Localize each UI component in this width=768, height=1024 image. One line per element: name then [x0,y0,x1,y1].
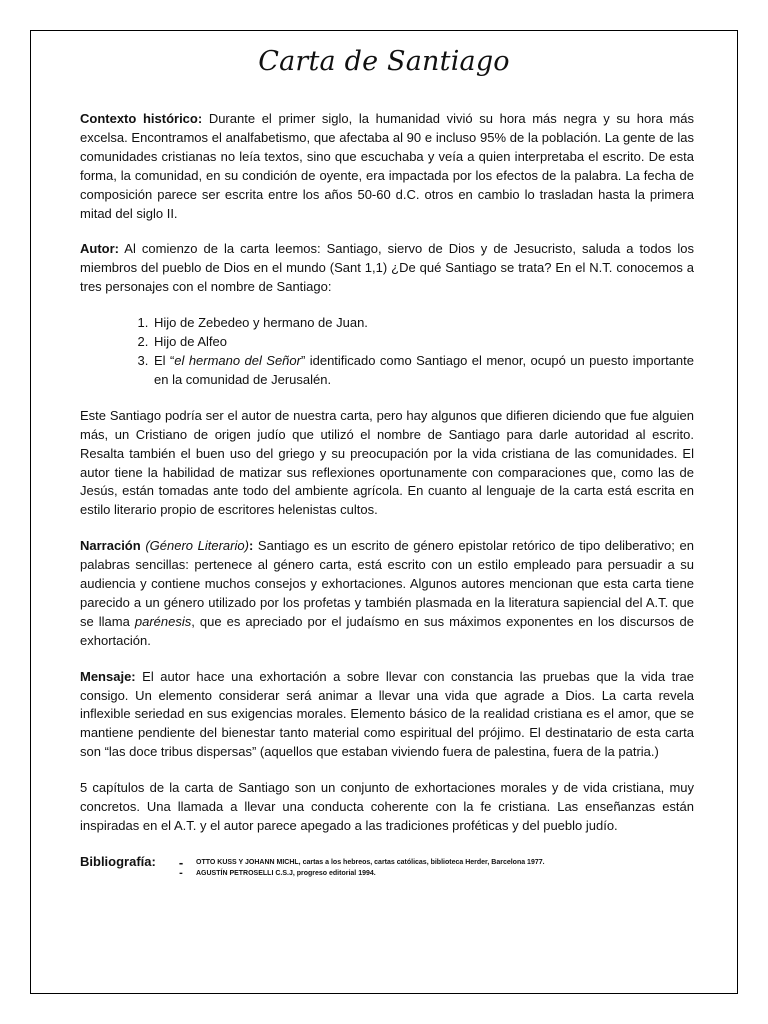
narracion-text-end: , que es apreciado por el judaísmo en sus máximos exponentes en los discursos de exhortación. [80,613,694,648]
list-item [152,333,694,352]
narracion-text: Santiago es un escrito de género epistolar retórico de tipo deliberativo; en palabras sencillas: pertenece al género carta, está escrito con un estilo empleado para persuadir a su audiencia y contiene muchos consejos y exhortaciones. Algunos autores mencionan que esta carta tiene parecido a un género utilizado por los profetas y también plasmada en la literatura sapiencial del A.T. que se llama [80,538,694,629]
autor-label: Autor: [80,241,119,257]
narracion-colon: : [248,538,254,554]
bibliografia-entry-text: OTTO KUSS Y JOHANN MICHL, cartas a los hebreos, cartas católicas, biblioteca Herder, Barcelona 1977. [196,858,545,866]
list-item-text: El “ [154,352,175,368]
parenesis-word: parénesis [134,613,192,629]
bibliografia-label: Bibliografía: [80,853,156,869]
narracion-paragraph [80,537,694,650]
list-item [152,314,694,333]
capitulos-paragraph: 5 capítulos de la carta de Santiago son un conjunto de exhortaciones morales y de vida cristiana, muy concretos. Una llamada a llevar una conducta coherente con la fe cristiana. Las enseñanzas están inspiradas en el A.T. y el autor parece apegado a las tradiciones proféticas y del pueblo judío. [80,780,694,833]
mensaje-label: Mensaje: [80,668,136,684]
list-item [152,352,694,390]
bibliografia-section [80,853,694,879]
narracion-label: Narración [80,538,141,554]
mensaje-paragraph [80,668,694,763]
bibliografia-entry-text: AGUSTÍN PETROSELLI C.S.J, progreso editorial 1994. [196,869,376,877]
autor-detail-paragraph: Este Santiago podría ser el autor de nuestra carta, pero hay algunos que difieren diciendo que fue alguien más, un Cristiano de origen judío que utilizó el nombre de Santiago para darle autoridad al escrito. Resalta también el buen uso del griego y su preocupación por la vida cristiana de las comunidades. El autor tiene la habilidad de matizar sus reflexiones oportunamente con comparaciones que, como las de Jesús, están tomadas ante todo del ambiente agrícola. En cuanto al lenguaje de la carta está escrita en estilo literario propio de escritores helenistas cultos. [80,407,694,518]
dash-bullet: - [179,866,183,879]
autor-paragraph [80,240,694,297]
bibliografia-entry [166,854,545,870]
document-body [80,110,694,879]
document-title: Carta de Santiago [258,46,510,77]
contexto-label: Contexto histórico: [80,111,203,126]
bibliografia-entry [166,868,545,879]
contexto-paragraph [80,110,694,223]
list-item-text: Hijo de Zebedeo y hermano de Juan. [154,315,368,331]
narracion-genre: (Género Literario) [145,538,249,554]
bibliografia-list [166,853,545,879]
list-item-text: ” identificado como Santiago el menor, ocupó un puesto importante en la comunidad de Jerusalén. [154,352,695,387]
mensaje-text: El autor hace una exhortación a sobre llevar con constancia las pruebas que la vida trae consigo. Un elemento considerar será animar a llevar una vida que agrade a Dios. La carta revela inflexible seriedad en sus exigencias morales. Elemento básico de la realidad cristiana es el amor, que se mantiene pendiente del bienestar tanto material como espiritual del prójimo. El destinatario de esta carta son “las doce tribus dispersas” (aquellos que estaban viviendo fuera de palestina, fuera de la patria.) [80,668,694,760]
dash-bullet: - [178,854,184,870]
contexto-text: Durante el primer siglo, la humanidad vivió su hora más negra y su hora más excelsa. Encontramos el analfabetismo, que afectaba al 90 e incluso 95% de la población. La gente de las comunidades cristianas no leía textos, sino que escuchaba y veía a quien interpretaba el escrito. De esta forma, la comunidad, en su condición de oyente, era impactada por los efectos de la palabra. La fecha de composición parece ser escrita entre los años 50-60 d.C. otros en cambio lo trasladan hasta la primera mitad del siglo II. [80,111,694,221]
autor-text: Al comienzo de la carta leemos: Santiago, siervo de Dios y de Jesucristo, saluda a todos los miembros del pueblo de Dios en el mundo (Sant 1,1) ¿De qué Santiago se trata? En el N.T. conocemos a tres personajes con el nombre de Santiago: [80,241,694,295]
santiago-list [80,314,694,390]
list-item-emphasis: el hermano del Señor [174,352,301,368]
list-item-text: Hijo de Alfeo [154,334,227,350]
